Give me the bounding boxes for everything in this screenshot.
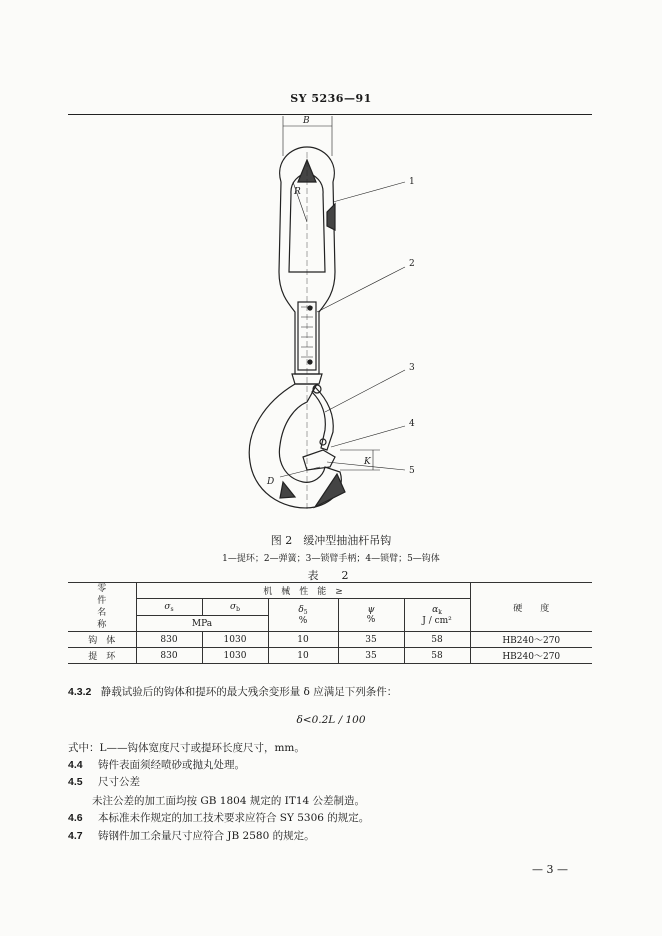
table-row (68, 632, 592, 648)
clause-text: 铸件表面须经喷砂或抛丸处理。 (97, 759, 245, 771)
callout-1: 1 (409, 177, 415, 187)
mechanical-properties-header: 机 械 性 能 ≥ (136, 583, 470, 599)
dimension-k-label: K (364, 457, 371, 467)
ak-unit: J / cm² (422, 615, 452, 626)
delta5-header: $\delta_5$ % (268, 599, 338, 632)
callout-4: 4 (409, 419, 415, 429)
clause-text: 静载试验后的钩体和提环的最大残余变形量 δ 应满足下列条件： (100, 686, 398, 698)
mpa-unit: MPa (136, 616, 268, 632)
psi-unit: % (366, 615, 376, 625)
row-psi: 35 (338, 648, 404, 664)
clause-number: 4.6 (68, 812, 83, 824)
clause-4-5-detail: 未注公差的加工面均按 GB 1804 规定的 IT14 公差制造。 (92, 795, 366, 807)
row-hardness: HB240～270 (470, 648, 592, 664)
clause-4-4 (68, 757, 245, 772)
part-name-header: 零 件 名 称 (68, 583, 136, 632)
clause-text: 尺寸公差 (97, 776, 140, 788)
ak-header: $\alpha_k$ J / cm² (404, 599, 470, 632)
table-row (68, 648, 592, 664)
standard-code-header: SY 5236—91 (290, 92, 372, 105)
callout-3: 3 (409, 363, 415, 373)
psi-header: ψ % (338, 599, 404, 632)
row-part-name: 提 环 (68, 648, 136, 664)
row-ak: 58 (404, 632, 470, 648)
row-sigma-s: 830 (136, 632, 202, 648)
clause-4-5 (68, 774, 140, 789)
figure-caption: 图 2 缓冲型抽油杆吊钩 (270, 534, 392, 547)
dimension-d-label: D (267, 477, 275, 487)
row-sigma-s: 830 (136, 648, 202, 664)
clause-number: 4.3.2 (68, 686, 92, 698)
mechanical-properties-table (68, 582, 592, 664)
row-sigma-b: 1030 (202, 632, 268, 648)
figure-legend: 1—提环；2—弹簧；3—锁臂手柄；4—锁臂；5—钩体 (222, 554, 440, 564)
row-part-name: 钩 体 (68, 632, 136, 648)
row-ak: 58 (404, 648, 470, 664)
clause-text: 本标准未作规定的加工技术要求应符合 SY 5306 的规定。 (97, 812, 370, 824)
row-sigma-b: 1030 (202, 648, 268, 664)
hardness-header: 硬 度 (470, 583, 592, 632)
dimension-b-label: B (303, 116, 310, 126)
row-psi: 35 (338, 632, 404, 648)
row-delta5: 10 (268, 648, 338, 664)
row-delta5: 10 (268, 632, 338, 648)
callout-5: 5 (409, 466, 415, 476)
table-title: 表 2 (307, 569, 355, 582)
clause-4-6 (68, 810, 369, 825)
callout-2: 2 (409, 259, 415, 269)
sigma-b-symbol: $\sigma_b$ (202, 599, 268, 616)
formula-explanation: 式中：L——钩体宽度尺寸或提环长度尺寸，mm。 (68, 742, 305, 754)
clause-4-7 (68, 828, 315, 843)
dimension-r-label: R (294, 187, 301, 197)
hook-figure (195, 112, 435, 522)
clause-text: 铸钢件加工余量尺寸应符合 JB 2580 的规定。 (97, 830, 315, 842)
page-number: — 3 — (532, 863, 568, 876)
clause-4-3-2 (68, 684, 397, 699)
delta5-unit: % (298, 615, 308, 626)
row-hardness: HB240～270 (470, 632, 592, 648)
formula: δ<0.2L / 100 (296, 714, 366, 726)
clause-number: 4.7 (68, 830, 83, 842)
clause-number: 4.5 (68, 776, 83, 788)
clause-number: 4.4 (68, 759, 83, 771)
sigma-s-symbol: $\sigma_s$ (136, 599, 202, 616)
